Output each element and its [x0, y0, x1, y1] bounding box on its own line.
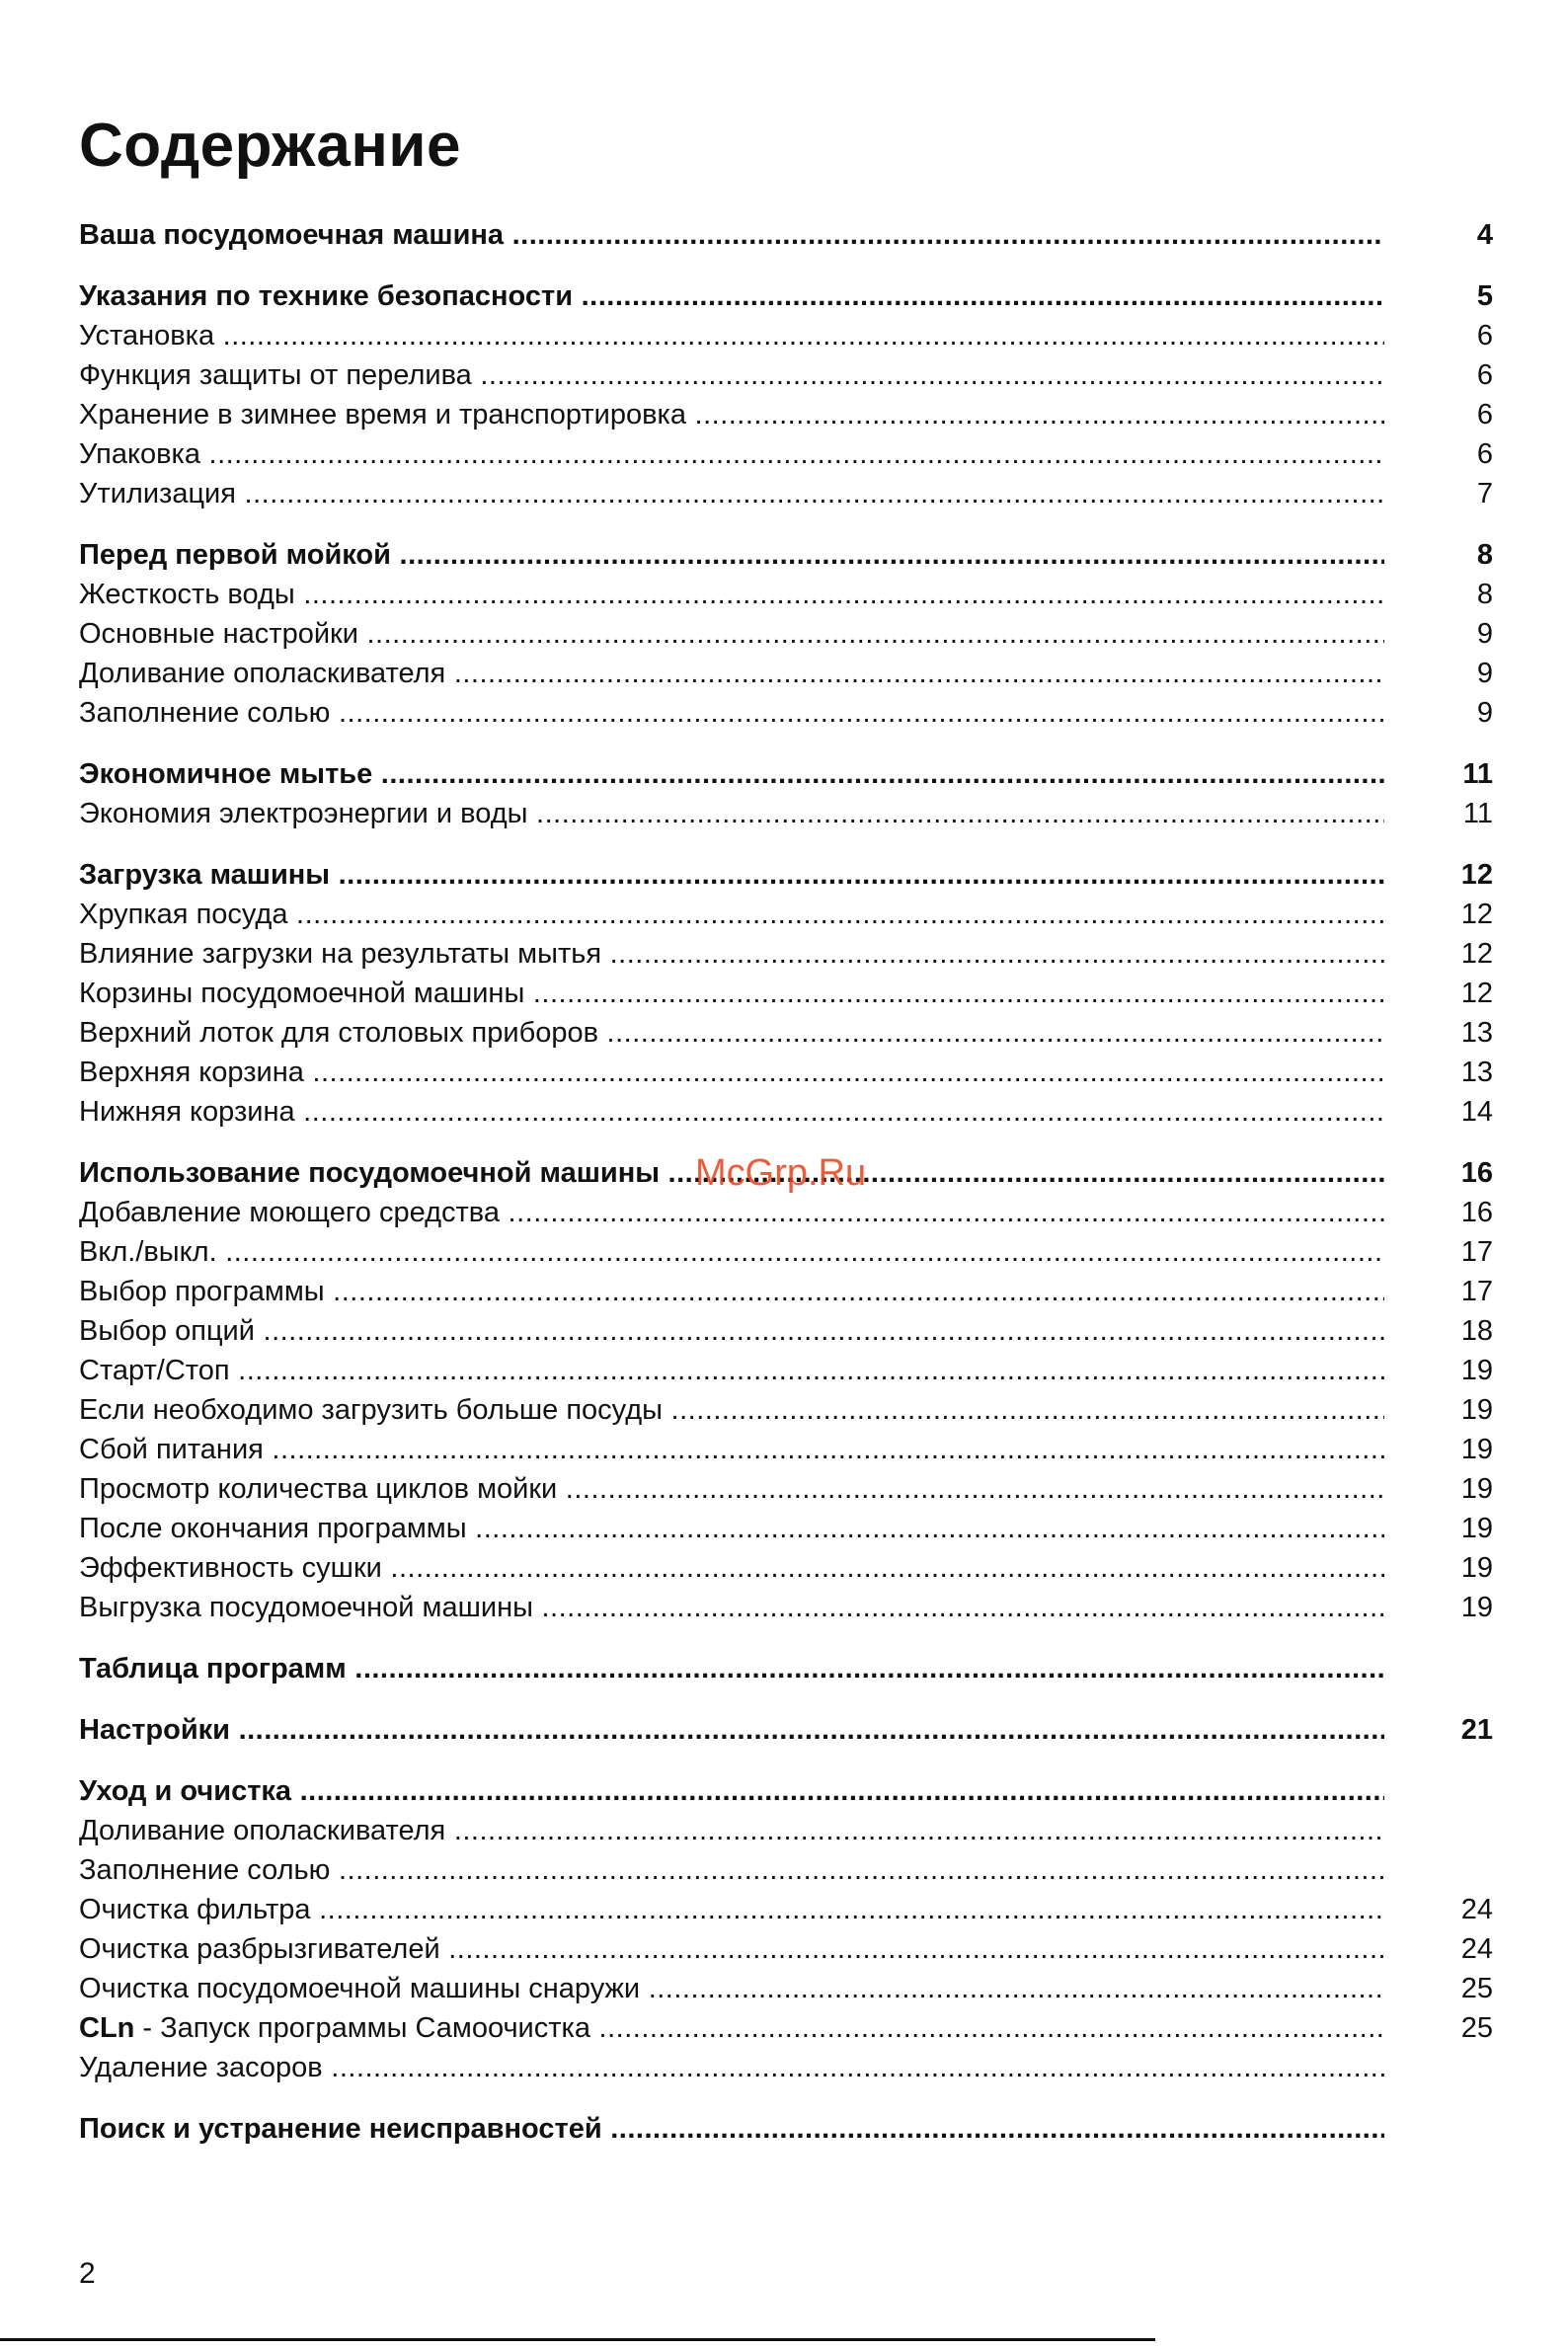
toc-entry-label — [79, 1053, 1384, 1092]
toc-entry-page: 25 — [1460, 2012, 1493, 2044]
toc-entry-row[interactable] — [79, 1509, 1493, 1548]
toc-entry-row[interactable] — [79, 654, 1493, 693]
toc-entry-page: 12 — [1460, 899, 1493, 930]
toc-entry-text: Ваша посудомоечная машина — [79, 219, 505, 251]
toc-entry-text: Хранение в зимнее время и транспортировка — [79, 399, 686, 431]
toc-entry-text: Сбой питания — [79, 1434, 264, 1465]
toc-entry-row[interactable] — [79, 1548, 1493, 1588]
toc-entry-label — [79, 1649, 1384, 1688]
toc-entry-page: 13 — [1460, 1017, 1493, 1049]
toc-heading-row[interactable] — [79, 1649, 1493, 1688]
toc-entry-text: Поиск и устранение неисправностей — [79, 2113, 602, 2145]
toc-entry-page: 11 — [1462, 798, 1493, 829]
toc-entry-label — [79, 1193, 1384, 1232]
toc-entry-page: 16 — [1460, 1197, 1493, 1228]
toc-section — [79, 215, 1493, 255]
toc-entry-label — [79, 934, 1384, 974]
toc-entry-text: Хрупкая посуда — [79, 899, 288, 930]
page-title: Содержание — [79, 112, 461, 180]
toc-entry-page: 17 — [1460, 1236, 1493, 1268]
toc-entry-page: 9 — [1476, 658, 1493, 689]
toc-heading-row[interactable] — [79, 535, 1493, 575]
toc-entry-text: Заполнение солью — [79, 697, 331, 729]
toc-entry-label — [79, 2109, 1384, 2149]
toc-entry-label — [79, 474, 1384, 513]
toc-entry-page: 14 — [1460, 1096, 1493, 1128]
toc-heading-row[interactable] — [79, 215, 1493, 255]
toc-entry-row[interactable] — [79, 794, 1493, 833]
toc-entry-label — [79, 974, 1384, 1013]
toc-entry-text: Влияние загрузки на результаты мытья — [79, 938, 602, 970]
toc-entry-page: 6 — [1476, 320, 1493, 352]
toc-entry-label — [79, 1929, 1384, 1969]
toc-entry-label — [79, 654, 1384, 693]
toc-entry-row[interactable] — [79, 614, 1493, 654]
toc-section — [79, 1771, 1493, 2087]
toc-entry-text: Таблица программ — [79, 1653, 347, 1685]
toc-section — [79, 754, 1493, 833]
toc-entry-text: Загрузка машины — [79, 859, 331, 891]
toc-entry-text: Очистка разбрызгивателей — [79, 1933, 440, 1965]
toc-entry-label — [79, 1430, 1384, 1469]
toc-entry-label — [79, 1013, 1384, 1053]
toc-entry-text: Доливание ополаскивателя — [79, 658, 446, 689]
toc-entry-row[interactable] — [79, 1013, 1493, 1053]
toc-entry-page: 6 — [1476, 359, 1493, 391]
toc-entry-page: 8 — [1476, 579, 1493, 610]
toc-entry-text: Перед первой мойкой — [79, 539, 391, 571]
toc-entry-page: 19 — [1460, 1592, 1493, 1623]
toc-heading-row[interactable] — [79, 2109, 1493, 2149]
toc-entry-row[interactable] — [79, 395, 1493, 434]
toc-entry-row[interactable] — [79, 1430, 1493, 1469]
toc-entry-page: 12 — [1460, 938, 1493, 970]
toc-entry-row[interactable] — [79, 1053, 1493, 1092]
toc-entry-page: 16 — [1460, 1157, 1493, 1189]
toc-entry-label — [79, 614, 1384, 654]
toc-section — [79, 1710, 1493, 1750]
toc-entry-page: 12 — [1460, 978, 1493, 1009]
toc-entry-row[interactable] — [79, 1929, 1493, 1969]
toc-entry-row[interactable] — [79, 355, 1493, 395]
toc-entry-text: Доливание ополаскивателя — [79, 1815, 446, 1846]
toc-entry-prefix: CLn — [79, 2012, 135, 2044]
toc-entry-page: 21 — [1460, 1714, 1493, 1746]
toc-entry-label — [79, 1811, 1384, 1850]
toc-entry-text: Эффективность сушки — [79, 1552, 382, 1584]
toc-entry-text: Заполнение солью — [79, 1854, 331, 1886]
toc-section — [79, 1153, 1493, 1627]
toc-entry-row[interactable] — [79, 693, 1493, 733]
toc-entry-text: Экономия электроэнергии и воды — [79, 798, 528, 829]
toc-entry-row[interactable] — [79, 474, 1493, 513]
toc-entry-page: 19 — [1460, 1355, 1493, 1386]
toc-entry-page: 6 — [1476, 399, 1493, 431]
toc-entry-label — [79, 1588, 1384, 1627]
toc-entry-label — [79, 1969, 1384, 2008]
toc-entry-text: Установка — [79, 320, 215, 352]
toc-entry-label — [79, 2008, 1384, 2048]
toc-entry-text: Основные настройки — [79, 618, 358, 650]
toc-entry-row[interactable] — [79, 575, 1493, 614]
toc-entry-label — [79, 1272, 1384, 1311]
toc-entry-page: 11 — [1462, 758, 1493, 790]
toc-entry-text: Очистка фильтра — [79, 1894, 311, 1925]
toc-entry-row[interactable] — [79, 1811, 1493, 1850]
toc-entry-label — [79, 1092, 1384, 1132]
toc-entry-row[interactable] — [79, 1850, 1493, 1890]
toc-entry-text: Верхняя корзина — [79, 1057, 304, 1088]
toc-entry-page: 4 — [1476, 219, 1493, 251]
toc-heading-row[interactable] — [79, 276, 1493, 316]
toc-entry-page: 19 — [1460, 1434, 1493, 1465]
toc-entry-label — [79, 1469, 1384, 1509]
toc-entry-page: 24 — [1460, 1894, 1493, 1925]
toc-heading-row[interactable] — [79, 1710, 1493, 1750]
toc-entry-text: Функция защиты от перелива — [79, 359, 472, 391]
toc-entry-text: Выбор опций — [79, 1315, 255, 1347]
toc-section — [79, 2109, 1493, 2149]
toc-entry-row[interactable] — [79, 895, 1493, 934]
toc-entry-row[interactable] — [79, 1311, 1493, 1351]
toc-entry-text: Вкл./выкл. — [79, 1236, 217, 1268]
toc-entry-label — [79, 1548, 1384, 1588]
toc-entry-row[interactable] — [79, 1272, 1493, 1311]
toc-entry-page: 5 — [1476, 280, 1493, 312]
bottom-rule — [0, 2338, 1155, 2341]
toc-entry-row[interactable] — [79, 1390, 1493, 1430]
toc-entry-label — [79, 693, 1384, 733]
toc-entry-text: Утилизация — [79, 478, 236, 509]
toc-entry-label — [79, 1890, 1384, 1929]
toc-entry-label — [79, 1710, 1384, 1750]
toc-entry-text: Добавление моющего средства — [79, 1197, 500, 1228]
toc-entry-text: Старт/Стоп — [79, 1355, 230, 1386]
toc-entry-page: 6 — [1476, 438, 1493, 470]
toc-entry-row[interactable] — [79, 434, 1493, 474]
toc-entry-page: 13 — [1460, 1057, 1493, 1088]
toc-entry-label — [79, 434, 1384, 474]
toc-entry-label — [79, 2048, 1384, 2087]
toc-entry-row[interactable] — [79, 1193, 1493, 1232]
toc-entry-page: 8 — [1476, 539, 1493, 571]
toc-entry-label — [79, 1850, 1384, 1890]
toc-entry-text: Удаление засоров — [79, 2052, 323, 2083]
toc-entry-text: Просмотр количества циклов мойки — [79, 1473, 558, 1505]
toc-entry-label — [79, 895, 1384, 934]
toc-entry-label — [79, 754, 1384, 794]
toc-entry-text: Верхний лоток для столовых приборов — [79, 1017, 598, 1049]
toc-entry-row[interactable] — [79, 934, 1493, 974]
toc-entry-text: Если необходимо загрузить больше посуды — [79, 1394, 663, 1426]
toc-entry-row[interactable] — [79, 1092, 1493, 1132]
toc-entry-text: Выбор программы — [79, 1276, 325, 1307]
toc-entry-label — [79, 1771, 1384, 1811]
toc-entry-page: 24 — [1460, 1933, 1493, 1965]
toc-entry-text: После окончания программы — [79, 1513, 467, 1544]
toc-entry-row[interactable] — [79, 2008, 1493, 2048]
toc-entry-label — [79, 855, 1384, 895]
toc-entry-text: Экономичное мытье — [79, 758, 373, 790]
toc-entry-label — [79, 1311, 1384, 1351]
toc-entry-label — [79, 276, 1384, 316]
toc-entry-text: Указания по технике безопасности — [79, 280, 574, 312]
toc-entry-page: 9 — [1476, 697, 1493, 729]
toc-entry-text: Жесткость воды — [79, 579, 295, 610]
toc-section — [79, 276, 1493, 513]
toc-entry-text: Корзины посудомоечной машины — [79, 978, 525, 1009]
toc-entry-label — [79, 575, 1384, 614]
toc-entry-row[interactable] — [79, 1232, 1493, 1272]
toc-entry-page: 18 — [1460, 1315, 1493, 1347]
toc-section — [79, 1649, 1493, 1688]
toc-entry-text: Нижняя корзина — [79, 1096, 295, 1128]
toc-entry-row[interactable] — [79, 316, 1493, 355]
watermark: McGrp.Ru — [695, 1152, 867, 1194]
toc-entry-text: Использование посудомоечной машины — [79, 1157, 660, 1189]
toc-entry-row[interactable] — [79, 1890, 1493, 1929]
toc-entry-label — [79, 794, 1384, 833]
toc-entry-label — [79, 1232, 1384, 1272]
toc-entry-label — [79, 1390, 1384, 1430]
toc-entry-text: Очистка посудомоечной машины снаружи — [79, 1973, 641, 2004]
toc-entry-page: 7 — [1476, 478, 1493, 509]
toc-entry-row[interactable] — [79, 974, 1493, 1013]
toc-entry-row[interactable] — [79, 1969, 1493, 2008]
toc-entry-text: Выгрузка посудомоечной машины — [79, 1592, 533, 1623]
toc-entry-label — [79, 316, 1384, 355]
page-number: 2 — [79, 2257, 96, 2290]
toc-entry-page: 19 — [1460, 1394, 1493, 1426]
toc-entry-text: Уход и очистка — [79, 1775, 292, 1807]
toc-entry-label — [79, 1351, 1384, 1390]
toc-entry-page: 19 — [1460, 1473, 1493, 1505]
toc-entry-page: 19 — [1460, 1552, 1493, 1584]
toc-heading-row[interactable] — [79, 754, 1493, 794]
toc-heading-row[interactable] — [79, 1771, 1493, 1811]
toc-section — [79, 535, 1493, 733]
toc-heading-row[interactable] — [79, 855, 1493, 895]
toc-entry-page: 9 — [1476, 618, 1493, 650]
toc-entry-row[interactable] — [79, 1588, 1493, 1627]
toc-entry-label — [79, 1509, 1384, 1548]
toc-entry-label — [79, 395, 1384, 434]
toc-entry-label — [79, 215, 1384, 255]
toc-entry-row[interactable] — [79, 1469, 1493, 1509]
toc-entry-label — [79, 355, 1384, 395]
toc-entry-page: 17 — [1460, 1276, 1493, 1307]
toc-entry-text: Настройки — [79, 1714, 231, 1746]
toc-section — [79, 855, 1493, 1132]
toc-entry-page: 25 — [1460, 1973, 1493, 2004]
toc-entry-row[interactable] — [79, 2048, 1493, 2087]
toc-entry-row[interactable] — [79, 1351, 1493, 1390]
toc-entry-page: 19 — [1460, 1513, 1493, 1544]
toc-entry-text: Упаковка — [79, 438, 200, 470]
toc-entry-label — [79, 535, 1384, 575]
toc-entry-text: - Запуск программы Самоочистка — [134, 2012, 590, 2044]
toc-entry-page: 12 — [1460, 859, 1493, 891]
